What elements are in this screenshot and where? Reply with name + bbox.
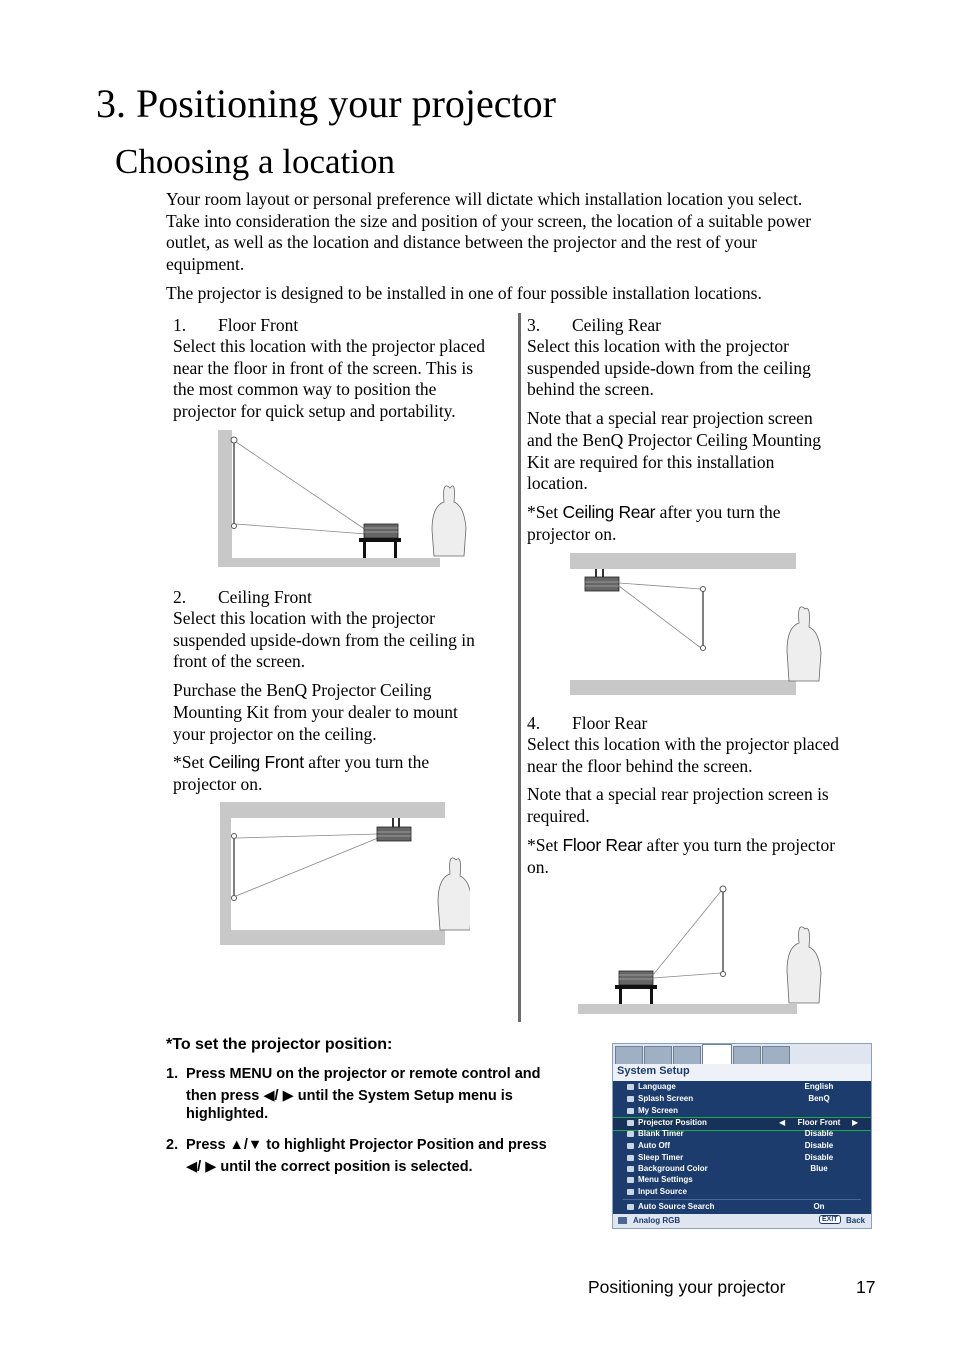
auto-source-search-icon	[627, 1204, 634, 1210]
source-input-icon	[618, 1217, 627, 1224]
menu-row-my-screen[interactable]: My Screen	[613, 1106, 871, 1117]
section-title: Choosing a location	[115, 142, 395, 181]
chapter-title: 3. Positioning your projector	[96, 81, 556, 126]
exit-key-badge[interactable]: EXIT	[819, 1215, 841, 1224]
menu-row-blank-timer[interactable]: Blank Timer Disable	[613, 1129, 871, 1140]
floor-rear-section: 4. Floor Rear Select this location with the projector placed near the floor behind the screen. Note that a special rear projection screen is required. *Set Floor Rear after you turn the projector on.	[527, 712, 872, 885]
floor-rear-heading: 4. Floor Rear	[527, 713, 648, 733]
step-2: 2. Press ▲/▼ to highlight Projector Position and press ◀/ ▶ until the correct position is selected.	[166, 1137, 547, 1175]
blank-timer-icon	[627, 1131, 634, 1137]
ceiling-front-section: 2. Ceiling Front Select this location with the projector suspended upside-down from the ceiling in front of the screen. Purchase the BenQ Projector Ceiling Mounting Kit from your dealer to mount your projector on the ceiling. *Set Ceiling Front after you turn the projector on.	[173, 586, 518, 803]
tab-picture-icon[interactable]	[644, 1046, 672, 1065]
menu-row-splash-screen[interactable]: Splash Screen BenQ	[613, 1094, 871, 1105]
menu-status-bar	[613, 1214, 871, 1228]
system-setup-menu	[612, 1043, 872, 1229]
back-label: Back	[846, 1216, 866, 1225]
floor-rear-diagram	[577, 883, 837, 1018]
right-arrow-icon[interactable]: ▶	[852, 1118, 859, 1127]
menu-tab-bar	[613, 1044, 871, 1064]
intro-paragraph-2: The projector is designed to be installed in one of four possible installation locations.	[166, 283, 762, 303]
ceiling-rear-section: 3. Ceiling Rear Select this location with the projector suspended upside-down from the ceiling behind the screen. Note that a special rear projection screen and the BenQ Projector Ceiling Mounting Kit are required for this installation location. *Set Ceiling Rear after you turn the projector on.	[527, 314, 872, 552]
footer-section-label: Positioning your projector	[588, 1277, 786, 1297]
floor-front-heading: 1. Floor Front	[173, 315, 299, 335]
menu-row-auto-source-search[interactable]: Auto Source Search On	[613, 1202, 871, 1213]
tab-display-icon[interactable]	[615, 1046, 643, 1065]
person-icon	[787, 927, 821, 1003]
menu-separator	[623, 1199, 861, 1200]
step-1: 1. Press MENU on the projector or remote control and then press ◀/ ▶ until the System Setup menu is highlighted.	[166, 1066, 541, 1122]
ceiling-rear-heading: 3. Ceiling Rear	[527, 315, 661, 335]
menu-title: System Setup	[617, 1065, 690, 1077]
splash-screen-icon	[627, 1096, 634, 1102]
menu-row-language[interactable]: Language English	[613, 1082, 871, 1093]
my-screen-icon	[627, 1108, 634, 1114]
auto-off-icon	[627, 1143, 634, 1149]
set-position-heading: *To set the projector position:	[166, 1036, 393, 1053]
menu-settings-icon	[627, 1177, 634, 1183]
ceiling-rear-diagram	[569, 553, 829, 698]
sleep-timer-icon	[627, 1155, 634, 1161]
menu-row-background-color[interactable]: Background Color Blue	[613, 1164, 871, 1175]
language-icon	[627, 1084, 634, 1090]
page-number: 17	[856, 1277, 876, 1297]
floor-front-diagram	[218, 430, 468, 570]
input-source-icon	[627, 1189, 634, 1195]
tab-information-icon[interactable]	[762, 1046, 790, 1065]
menu-row-menu-settings[interactable]: Menu Settings	[613, 1175, 871, 1186]
left-arrow-icon[interactable]: ◀	[779, 1118, 786, 1127]
column-divider	[518, 313, 521, 1022]
intro-paragraph: Your room layout or personal preference will dictate which installation location you select. Take into consideration the size and position of your screen, the location of a suitable power outlet, as well as the location and distance between the projector and the rest of your equipment.	[166, 189, 812, 275]
background-color-icon	[627, 1166, 634, 1172]
source-label: Analog RGB	[633, 1216, 681, 1225]
menu-row-sleep-timer[interactable]: Sleep Timer Disable	[613, 1153, 871, 1164]
tab-advanced-icon[interactable]	[733, 1046, 761, 1065]
menu-row-projector-position[interactable]: Projector Position ◀ Floor Front ▶	[613, 1117, 871, 1131]
person-icon	[438, 858, 470, 930]
menu-row-input-source[interactable]: Input Source	[613, 1187, 871, 1198]
menu-row-auto-off[interactable]: Auto Off Disable	[613, 1141, 871, 1152]
ceiling-front-heading: 2. Ceiling Front	[173, 587, 312, 607]
floor-front-section: 1. Floor Front Select this location with the projector placed near the floor in front of the screen. This is the most common way to position the projector for quick setup and portability.	[173, 314, 518, 430]
projector-position-icon	[627, 1120, 634, 1126]
person-icon	[787, 607, 821, 681]
person-icon	[432, 486, 466, 556]
tab-source-icon[interactable]	[673, 1046, 701, 1065]
ceiling-front-diagram	[220, 802, 470, 947]
menu-title-bar	[613, 1064, 871, 1081]
tab-system-setup-icon[interactable]	[702, 1044, 732, 1066]
